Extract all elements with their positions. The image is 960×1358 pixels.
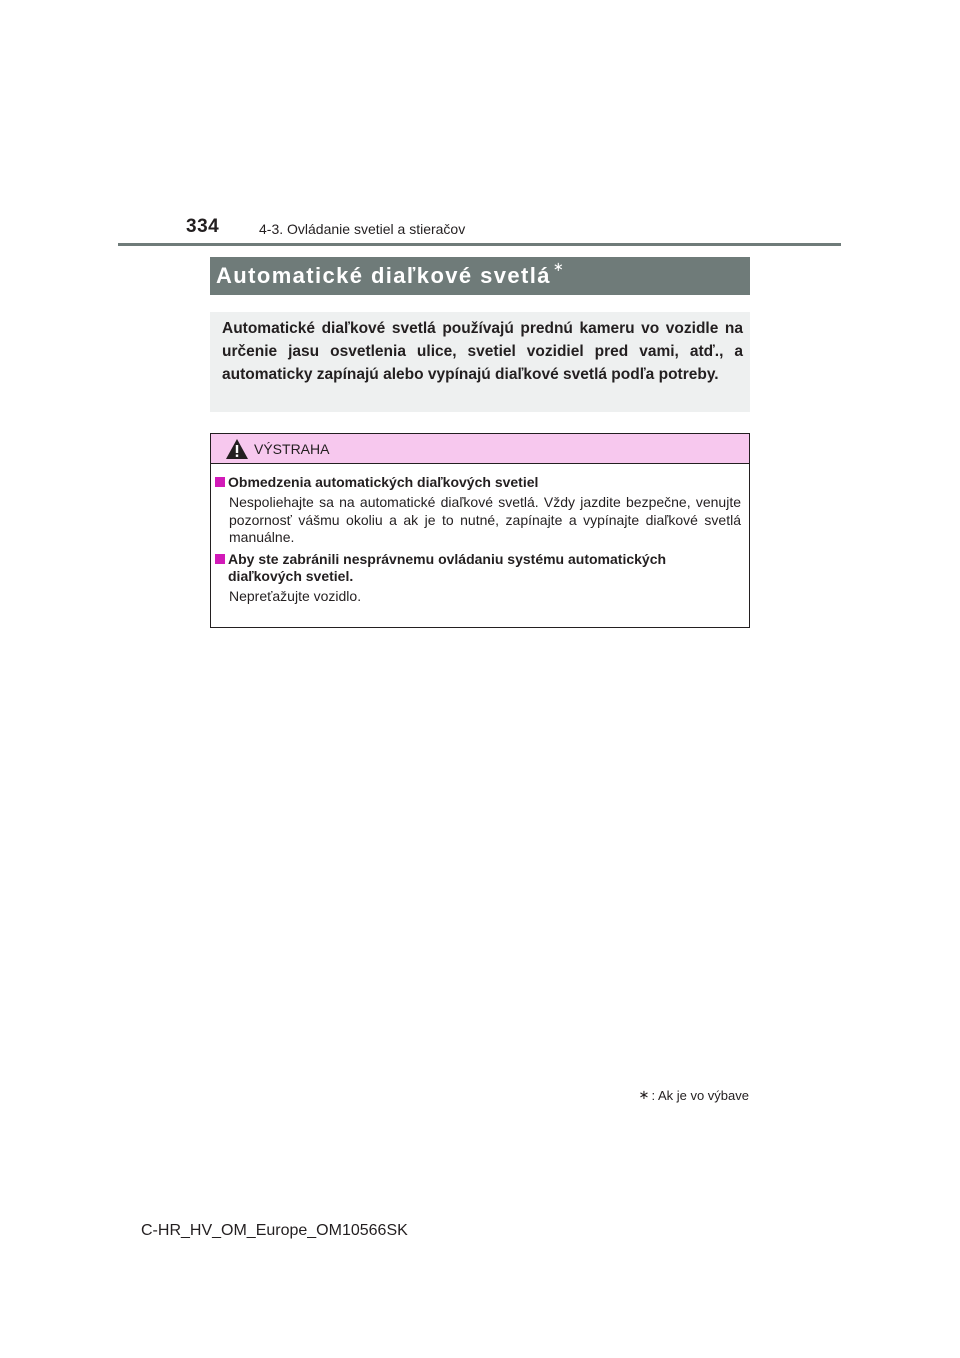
section-title: Automatické diaľkové svetlá: [216, 263, 551, 288]
chapter-title: 4-3. Ovládanie svetiel a stieračov: [259, 221, 466, 237]
section-title-bar: [210, 257, 750, 295]
header-divider: [118, 243, 841, 246]
warning-item-body: Nepreťažujte vozidlo.: [229, 587, 362, 604]
footnote-mark: ∗: [638, 1087, 650, 1102]
warning-body: [211, 464, 749, 605]
warning-item-heading: [215, 551, 741, 585]
warning-item-heading-text: Aby ste zabránili nesprávnemu ovládaniu systému automatických diaľkových svetiel.: [228, 550, 667, 584]
warning-item-body: Nespoliehajte sa na automatické diaľkové svetlá. Vždy jazdite bezpečne, venujte pozornosť vášmu okoliu a ak je to nutné, zapínajte a vypínajte diaľkové svetlá manuálne.: [229, 494, 741, 545]
warning-item: [215, 551, 741, 606]
footnote-text: : Ak je vo výbave: [651, 1087, 749, 1103]
section-title-footnote-mark: ∗: [552, 259, 564, 274]
warning-item-heading-text: Obmedzenia automatických diaľkových svetiel: [228, 474, 539, 490]
footnote: [639, 1087, 749, 1103]
bullet-square-icon: [215, 554, 225, 564]
warning-label: VÝSTRAHA: [254, 441, 330, 457]
warning-item: [215, 474, 741, 547]
warning-triangle-icon: [225, 438, 249, 460]
warning-item-heading: [215, 474, 741, 491]
footer-document-code: C-HR_HV_OM_Europe_OM10566SK: [141, 1222, 408, 1239]
intro-box: [210, 312, 750, 412]
warning-box: [210, 433, 750, 628]
warning-header: [211, 434, 749, 464]
bullet-square-icon: [215, 477, 225, 487]
page-number: 334: [186, 216, 220, 237]
intro-text: Automatické diaľkové svetlá používajú prednú kameru vo vozidle na určenie jasu osvetlenia ulice, svetiel vozidiel pred vami, atď., a automaticky zapínajú alebo vypínajú diaľkové svetlá podľa potreby.: [222, 320, 743, 383]
